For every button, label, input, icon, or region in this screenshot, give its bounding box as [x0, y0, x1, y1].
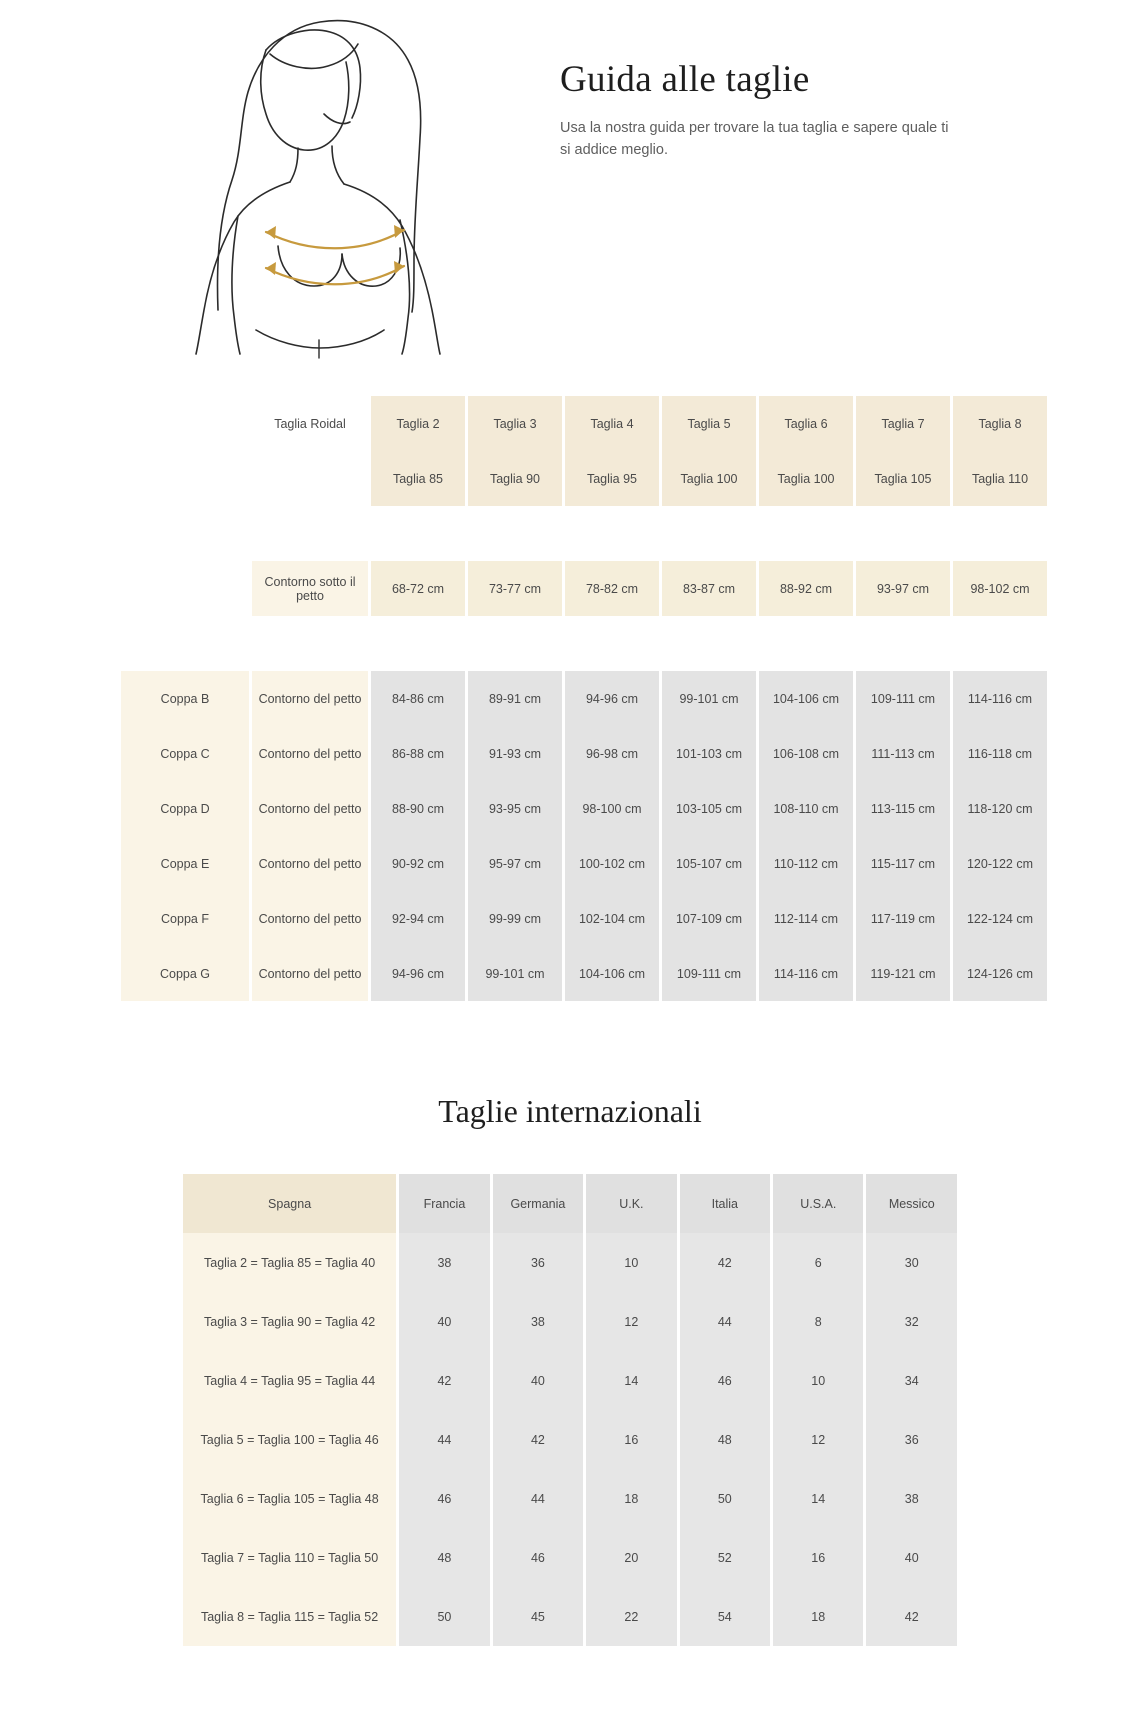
hero-section [0, 0, 1140, 360]
bust-b-6: 114-116 cm [953, 671, 1047, 726]
underbust-value-6: 98-102 cm [953, 561, 1047, 616]
bust-g-2: 104-106 cm [565, 946, 659, 1001]
roidal-size-1: Taglia 3 [468, 396, 562, 451]
bust-b-5: 109-111 cm [856, 671, 950, 726]
intl-4-germania: 44 [493, 1469, 583, 1528]
bust-f-4: 112-114 cm [759, 891, 853, 946]
table-row [183, 1292, 957, 1351]
intl-5-germania: 46 [493, 1528, 583, 1587]
bust-f-1: 99-99 cm [468, 891, 562, 946]
header-messico: Messico [866, 1174, 957, 1233]
intl-0-usa: 6 [773, 1233, 863, 1292]
header-italia: Italia [680, 1174, 770, 1233]
bust-b-4: 104-106 cm [759, 671, 853, 726]
international-size-table [180, 1174, 960, 1646]
table-row-roidal [121, 396, 1047, 451]
page-subtitle: Usa la nostra guida per trovare la tua taglia e sapere quale ti si addice meglio. [560, 120, 949, 159]
international-table-section [0, 1174, 1140, 1646]
bust-d-4: 108-110 cm [759, 781, 853, 836]
table-row [183, 1351, 957, 1410]
bust-g-0: 94-96 cm [371, 946, 465, 1001]
table-row [183, 1469, 957, 1528]
illustration-container [0, 10, 560, 360]
row-label-roidal: Taglia Roidal [274, 416, 346, 431]
underbust-value-1: 73-77 cm [468, 561, 562, 616]
cup-label-f: Coppa F [121, 891, 249, 946]
intl-3-francia: 44 [399, 1410, 489, 1469]
underbust-label: Contorno sotto il petto [252, 561, 368, 616]
intl-5-messico: 40 [866, 1528, 957, 1587]
intl-spain-2: Taglia 4 = Taglia 95 = Taglia 44 [183, 1351, 396, 1410]
header-uk: U.K. [586, 1174, 676, 1233]
bust-b-3: 99-101 cm [662, 671, 756, 726]
bust-c-6: 116-118 cm [953, 726, 1047, 781]
intl-2-francia: 42 [399, 1351, 489, 1410]
intl-2-messico: 34 [866, 1351, 957, 1410]
table-row [121, 781, 1047, 836]
international-sizes-title: Taglie internazionali [438, 1093, 702, 1129]
intl-2-uk: 14 [586, 1351, 676, 1410]
bust-b-1: 89-91 cm [468, 671, 562, 726]
bust-e-4: 110-112 cm [759, 836, 853, 891]
bust-g-6: 124-126 cm [953, 946, 1047, 1001]
intl-0-italia: 42 [680, 1233, 770, 1292]
table-row [183, 1233, 957, 1292]
bust-d-1: 93-95 cm [468, 781, 562, 836]
intl-4-uk: 18 [586, 1469, 676, 1528]
spacer-row [121, 616, 1047, 671]
bust-c-3: 101-103 cm [662, 726, 756, 781]
intl-1-francia: 40 [399, 1292, 489, 1351]
intl-1-italia: 44 [680, 1292, 770, 1351]
header-germania: Germania [493, 1174, 583, 1233]
bust-e-1: 95-97 cm [468, 836, 562, 891]
intl-4-italia: 50 [680, 1469, 770, 1528]
table-row [121, 836, 1047, 891]
bust-c-4: 106-108 cm [759, 726, 853, 781]
cup-label-d: Coppa D [121, 781, 249, 836]
intl-0-germania: 36 [493, 1233, 583, 1292]
woman-bust-measurement-illustration [70, 10, 490, 360]
table-row [183, 1587, 957, 1646]
table-row [121, 726, 1047, 781]
alt-size-4: Taglia 100 [759, 451, 853, 506]
roidal-size-3: Taglia 5 [662, 396, 756, 451]
bust-f-5: 117-119 cm [856, 891, 950, 946]
intl-spain-1: Taglia 3 = Taglia 90 = Taglia 42 [183, 1292, 396, 1351]
bust-d-0: 88-90 cm [371, 781, 465, 836]
bust-f-3: 107-109 cm [662, 891, 756, 946]
bust-label-e: Contorno del petto [252, 836, 368, 891]
intl-4-usa: 14 [773, 1469, 863, 1528]
bust-label-c: Contorno del petto [252, 726, 368, 781]
bust-g-1: 99-101 cm [468, 946, 562, 1001]
bust-label-d: Contorno del petto [252, 781, 368, 836]
header-usa: U.S.A. [773, 1174, 863, 1233]
intl-5-francia: 48 [399, 1528, 489, 1587]
intl-3-uk: 16 [586, 1410, 676, 1469]
cup-label-g: Coppa G [121, 946, 249, 1001]
bust-b-2: 94-96 cm [565, 671, 659, 726]
table-row-underbust [121, 561, 1047, 616]
bust-label-g: Contorno del petto [252, 946, 368, 1001]
intl-6-uk: 22 [586, 1587, 676, 1646]
cup-label-e: Coppa E [121, 836, 249, 891]
bust-b-0: 84-86 cm [371, 671, 465, 726]
bust-f-6: 122-124 cm [953, 891, 1047, 946]
roidal-size-2: Taglia 4 [565, 396, 659, 451]
table-row [183, 1528, 957, 1587]
bust-e-0: 90-92 cm [371, 836, 465, 891]
underbust-value-0: 68-72 cm [371, 561, 465, 616]
bust-f-0: 92-94 cm [371, 891, 465, 946]
underbust-value-3: 83-87 cm [662, 561, 756, 616]
table-row [183, 1410, 957, 1469]
intl-spain-0: Taglia 2 = Taglia 85 = Taglia 40 [183, 1233, 396, 1292]
intl-0-uk: 10 [586, 1233, 676, 1292]
intl-3-germania: 42 [493, 1410, 583, 1469]
intl-spain-5: Taglia 7 = Taglia 110 = Taglia 50 [183, 1528, 396, 1587]
bust-c-1: 91-93 cm [468, 726, 562, 781]
roidal-size-5: Taglia 7 [856, 396, 950, 451]
bust-f-2: 102-104 cm [565, 891, 659, 946]
intl-2-germania: 40 [493, 1351, 583, 1410]
bust-e-5: 115-117 cm [856, 836, 950, 891]
bust-d-3: 103-105 cm [662, 781, 756, 836]
intl-6-usa: 18 [773, 1587, 863, 1646]
bust-g-4: 114-116 cm [759, 946, 853, 1001]
bust-d-2: 98-100 cm [565, 781, 659, 836]
intl-4-francia: 46 [399, 1469, 489, 1528]
size-table-section [0, 396, 1140, 1001]
bust-label-b: Contorno del petto [252, 671, 368, 726]
underbust-value-4: 88-92 cm [759, 561, 853, 616]
intl-5-italia: 52 [680, 1528, 770, 1587]
bust-label-f: Contorno del petto [252, 891, 368, 946]
cup-label-b: Coppa B [121, 671, 249, 726]
bust-e-6: 120-122 cm [953, 836, 1047, 891]
alt-size-3: Taglia 100 [662, 451, 756, 506]
roidal-size-0: Taglia 2 [371, 396, 465, 451]
intl-0-messico: 30 [866, 1233, 957, 1292]
bust-g-5: 119-121 cm [856, 946, 950, 1001]
intl-0-francia: 38 [399, 1233, 489, 1292]
intl-1-uk: 12 [586, 1292, 676, 1351]
page-title: Guida alle taglie [560, 59, 810, 100]
intl-6-italia: 54 [680, 1587, 770, 1646]
table-row [121, 891, 1047, 946]
intl-spain-4: Taglia 6 = Taglia 105 = Taglia 48 [183, 1469, 396, 1528]
alt-size-1: Taglia 90 [468, 451, 562, 506]
bust-c-0: 86-88 cm [371, 726, 465, 781]
roidal-size-4: Taglia 6 [759, 396, 853, 451]
intl-2-usa: 10 [773, 1351, 863, 1410]
bust-e-2: 100-102 cm [565, 836, 659, 891]
roidal-size-6: Taglia 8 [953, 396, 1047, 451]
alt-size-2: Taglia 95 [565, 451, 659, 506]
table-header-row [183, 1174, 957, 1233]
intl-1-messico: 32 [866, 1292, 957, 1351]
underbust-value-5: 93-97 cm [856, 561, 950, 616]
bust-d-6: 118-120 cm [953, 781, 1047, 836]
intl-1-usa: 8 [773, 1292, 863, 1351]
intl-6-messico: 42 [866, 1587, 957, 1646]
table-row [121, 946, 1047, 1001]
intl-3-messico: 36 [866, 1410, 957, 1469]
intl-spain-6: Taglia 8 = Taglia 115 = Taglia 52 [183, 1587, 396, 1646]
intl-4-messico: 38 [866, 1469, 957, 1528]
alt-size-0: Taglia 85 [371, 451, 465, 506]
intl-spain-3: Taglia 5 = Taglia 100 = Taglia 46 [183, 1410, 396, 1469]
intl-3-usa: 12 [773, 1410, 863, 1469]
spacer-row [121, 506, 1047, 561]
intl-5-usa: 16 [773, 1528, 863, 1587]
table-row [121, 671, 1047, 726]
alt-size-6: Taglia 110 [953, 451, 1047, 506]
bust-e-3: 105-107 cm [662, 836, 756, 891]
bust-g-3: 109-111 cm [662, 946, 756, 1001]
underbust-value-2: 78-82 cm [565, 561, 659, 616]
bust-c-2: 96-98 cm [565, 726, 659, 781]
intl-5-uk: 20 [586, 1528, 676, 1587]
cup-label-c: Coppa C [121, 726, 249, 781]
alt-size-5: Taglia 105 [856, 451, 950, 506]
intl-6-francia: 50 [399, 1587, 489, 1646]
header-francia: Francia [399, 1174, 489, 1233]
roidal-size-table [118, 396, 1050, 1001]
bust-c-5: 111-113 cm [856, 726, 950, 781]
intl-2-italia: 46 [680, 1351, 770, 1410]
intl-3-italia: 48 [680, 1410, 770, 1469]
hero-text [560, 10, 960, 162]
table-row-alt-sizes [121, 451, 1047, 506]
bust-d-5: 113-115 cm [856, 781, 950, 836]
header-spagna: Spagna [183, 1174, 396, 1233]
intl-6-germania: 45 [493, 1587, 583, 1646]
intl-1-germania: 38 [493, 1292, 583, 1351]
